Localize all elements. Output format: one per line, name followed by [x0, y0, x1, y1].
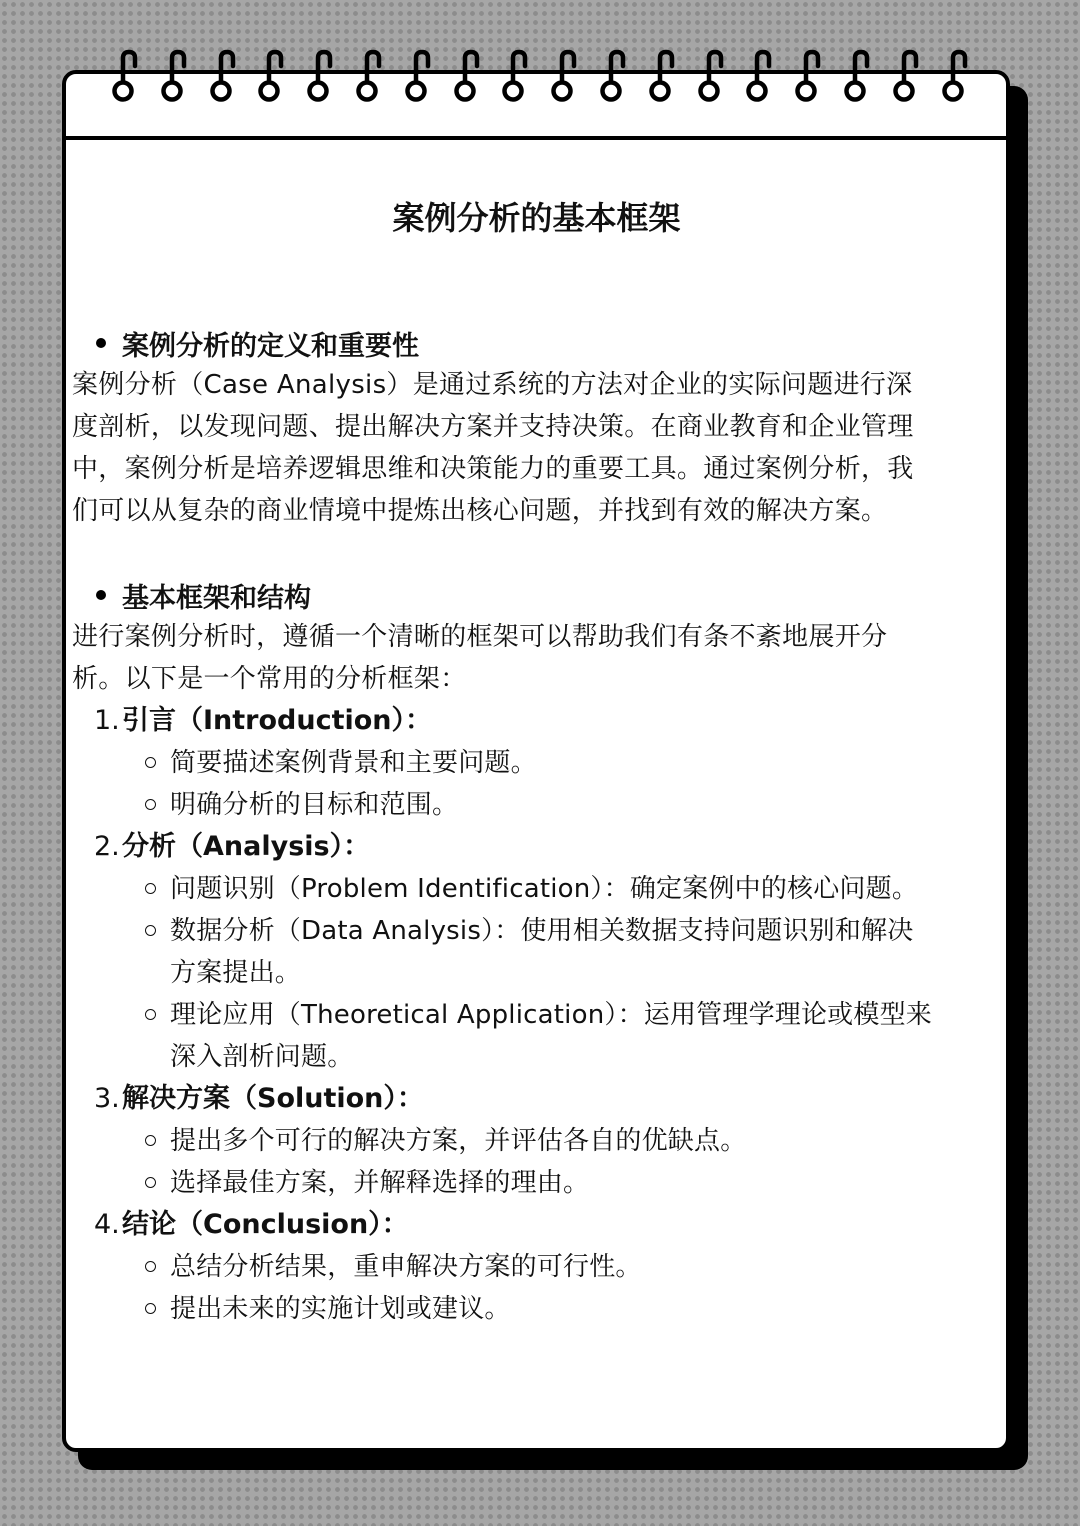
hollow-bullet-icon [145, 757, 156, 768]
sub-item-text: 明确分析的目标和范围。 [170, 790, 459, 820]
binding-ring-icon [249, 48, 289, 112]
sub-item-text: 提出多个可行的解决方案，并评估各自的优缺点。 [170, 1126, 747, 1156]
section-heading-text: 基本框架和结构 [122, 582, 311, 614]
section-paragraph-definition [72, 364, 1007, 532]
paragraph-line: 析。以下是一个常用的分析框架： [72, 664, 467, 694]
list-item-label: 结论（Conclusion）： [122, 1209, 409, 1240]
paragraph-line: 进行案例分析时，遵循一个清晰的框架可以帮助我们有条不紊地展开分 [72, 622, 888, 652]
hollow-bullet-icon [145, 1261, 156, 1272]
bullet-icon [96, 338, 106, 348]
binding-ring-icon [103, 48, 143, 112]
page-content [72, 190, 1007, 1330]
list-item-solution [94, 1078, 1007, 1120]
hollow-bullet-icon [145, 799, 156, 810]
sub-list-item [170, 1246, 1007, 1288]
list-item-label: 解决方案（Solution）： [122, 1083, 424, 1114]
sub-list-item [170, 1162, 1007, 1204]
binding-ring-icon [933, 48, 973, 112]
binding-ring-icon [640, 48, 680, 112]
binding-ring-icon [689, 48, 729, 112]
sub-list-item [170, 868, 1007, 910]
binding-ring-icon [591, 48, 631, 112]
sub-item-text: 提出未来的实施计划或建议。 [170, 1294, 511, 1324]
sub-item-text: 总结分析结果，重申解决方案的可行性。 [170, 1252, 642, 1282]
list-item-analysis [94, 826, 1007, 868]
binding-ring-icon [737, 48, 777, 112]
list-number: 2. [94, 831, 120, 862]
binding-ring-icon [542, 48, 582, 112]
bullet-icon [96, 590, 106, 600]
hollow-bullet-icon [145, 1135, 156, 1146]
section-heading-definition [96, 322, 1007, 364]
paragraph-line: 度剖析，以发现问题、提出解决方案并支持决策。在商业教育和企业管理 [72, 412, 914, 442]
binding-ring-icon [347, 48, 387, 112]
sub-item-text: 选择最佳方案，并解释选择的理由。 [170, 1168, 590, 1198]
binding-ring-icon [786, 48, 826, 112]
binding-ring-icon [835, 48, 875, 112]
hollow-bullet-icon [145, 1303, 156, 1314]
section-heading-text: 案例分析的定义和重要性 [122, 330, 419, 362]
sub-item-text: 数据分析（Data Analysis）：使用相关数据支持问题识别和解决 [170, 916, 914, 946]
hollow-bullet-icon [145, 883, 156, 894]
binding-ring-icon [396, 48, 436, 112]
paragraph-line: 们可以从复杂的商业情境中提炼出核心问题，并找到有效的解决方案。 [72, 496, 888, 526]
list-number: 1. [94, 705, 120, 736]
sub-list-item [170, 1288, 1007, 1330]
framework-list [72, 700, 1007, 1330]
list-item-conclusion [94, 1204, 1007, 1246]
list-item-introduction [94, 700, 1007, 742]
sub-item-text-continued: 方案提出。 [170, 958, 302, 988]
binding-ring-icon [493, 48, 533, 112]
sub-item-text: 理论应用（Theoretical Application）：运用管理学理论或模型来 [170, 1000, 932, 1030]
paragraph-line: 案例分析（Case Analysis）是通过系统的方法对企业的实际问题进行深 [72, 370, 913, 400]
list-item-label: 引言（Introduction）： [122, 705, 433, 736]
binding-ring-icon [445, 48, 485, 112]
sub-item-text-continued: 深入剖析问题。 [170, 1042, 354, 1072]
page-title: 案例分析的基本框架 [392, 199, 681, 237]
sub-item-text: 简要描述案例背景和主要问题。 [170, 748, 537, 778]
hollow-bullet-icon [145, 925, 156, 936]
list-number: 3. [94, 1083, 120, 1114]
binding-ring-icon [152, 48, 192, 112]
sub-list-item [170, 1120, 1007, 1162]
hollow-bullet-icon [145, 1009, 156, 1020]
sub-list-item [170, 784, 1007, 826]
sub-list-item [170, 910, 1007, 994]
paragraph-line: 中，案例分析是培养逻辑思维和决策能力的重要工具。通过案例分析，我 [72, 454, 914, 484]
section-paragraph-framework [72, 616, 1007, 700]
list-item-label: 分析（Analysis）： [122, 831, 371, 862]
sub-list-item [170, 742, 1007, 784]
binding-ring-icon [884, 48, 924, 112]
list-number: 4. [94, 1209, 120, 1240]
sub-item-text: 问题识别（Problem Identification）：确定案例中的核心问题。 [170, 874, 919, 904]
section-heading-framework [96, 574, 1007, 616]
binding-ring-icon [201, 48, 241, 112]
sub-list-item [170, 994, 1007, 1078]
binding-ring-icon [298, 48, 338, 112]
hollow-bullet-icon [145, 1177, 156, 1188]
